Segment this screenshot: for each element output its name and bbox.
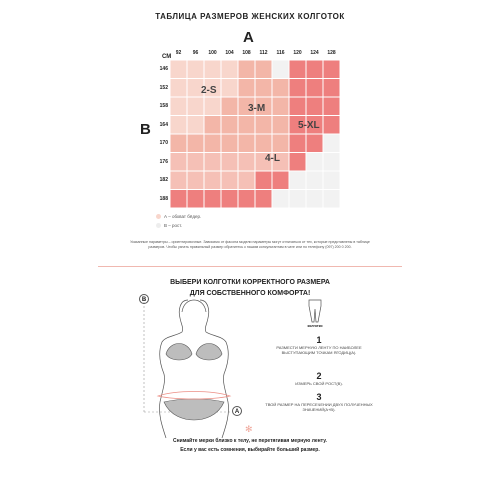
unit-label: СМ [162, 54, 172, 60]
zone-label-3m: 3-M [248, 103, 266, 114]
step-3-number: 3 [316, 392, 322, 402]
legend-b [156, 223, 182, 228]
grid-cell [323, 190, 340, 209]
measuring-tape [158, 392, 230, 400]
legend-a-text: А – обхват бёдер. [164, 214, 202, 219]
grid-cell [238, 134, 255, 153]
grid-cell [187, 60, 204, 79]
grid-cell [306, 153, 323, 172]
grid-cell [272, 116, 289, 135]
x-tick: 112 [259, 50, 268, 56]
x-tick: 128 [327, 50, 336, 56]
grid-cell [323, 134, 340, 153]
y-tick: 158 [159, 103, 168, 110]
grid-cell [255, 116, 272, 135]
x-tick: 120 [293, 50, 302, 56]
legend-a-dot [156, 214, 161, 219]
section2-title-line1: ВЫБЕРИ КОЛГОТКИ КОРРЕКТНОГО РАЗМЕРА [170, 279, 330, 286]
grid-cell [204, 97, 221, 116]
grid-cell [238, 171, 255, 190]
asterisk-icon: ✻ [245, 424, 253, 434]
grid-cell [306, 190, 323, 209]
grid-cell [289, 171, 306, 190]
grid-cell [323, 79, 340, 98]
grid-cell [170, 79, 187, 98]
disclaimer-text: Указанные параметры – ориентировочные. Зависимо от фасона модели параметры могут отличаться от тех, которые представлены в таблице размеров. Чтобы узнать правильный размер обратитесь к нашим консультантам в чате или по телефону (097) 200 0 200. [130, 240, 370, 249]
tights-label: колготки [307, 324, 323, 328]
grid-cell [255, 60, 272, 79]
bra-left-cup [166, 344, 192, 361]
y-tick: 164 [159, 121, 168, 128]
grid-cell [187, 97, 204, 116]
grid-cell [221, 190, 238, 209]
grid-cell [306, 134, 323, 153]
tights-icon [304, 298, 326, 324]
step-3-text: ТВОЙ РАЗМЕР НА ПЕРЕСЕЧЕНИИ ДВУХ ПОЛУЧЕННЫХ ЗНАЧЕНИЙ(А+В). [265, 402, 373, 412]
body-illustration [136, 292, 256, 440]
grid-cell [272, 60, 289, 79]
size-grid [170, 60, 340, 210]
section2-title-line2: ДЛЯ СОБСТВЕННОГО КОМФОРТА! [189, 290, 311, 297]
legend-b-text: В – рост. [164, 223, 183, 228]
grid-cell [170, 116, 187, 135]
grid-cell [204, 134, 221, 153]
step-1-text: РАЗМЕСТИ МЕРНУЮ ЛЕНТУ ПО НАИБОЛЕЕ ВЫСТУПАЮЩИМ ТОЧКАМ ЯГОДИЦ(А). [276, 345, 362, 355]
grid-cell [306, 60, 323, 79]
x-tick: 108 [242, 50, 251, 56]
y-tick: 188 [159, 195, 168, 202]
grid-cell [204, 116, 221, 135]
grid-cell [187, 134, 204, 153]
grid-cell [238, 116, 255, 135]
head-outline [182, 300, 206, 312]
axis-a-letter: A [243, 29, 254, 46]
bottom-note [0, 437, 500, 455]
grid-cell [289, 60, 306, 79]
grid-cell [323, 60, 340, 79]
grid-cell [272, 171, 289, 190]
grid-cell [204, 190, 221, 209]
bra-right-cup [196, 344, 222, 361]
grid-cell [170, 60, 187, 79]
grid-cell [221, 116, 238, 135]
grid-cell [221, 153, 238, 172]
grid-cell [306, 79, 323, 98]
grid-cell [204, 153, 221, 172]
grid-cell [221, 97, 238, 116]
x-tick: 100 [208, 50, 217, 56]
grid-cell [323, 97, 340, 116]
grid-cell [187, 116, 204, 135]
grid-cell [170, 134, 187, 153]
bottom-note-line1: Снимайте мерки близко к телу, не перетягивая мерную ленту. [173, 438, 327, 444]
grid-cell [255, 134, 272, 153]
grid-cell [272, 134, 289, 153]
step-2 [264, 371, 374, 386]
grid-cell [238, 60, 255, 79]
grid-cell [272, 190, 289, 209]
legend-b-dot [156, 223, 161, 228]
grid-cell [272, 97, 289, 116]
grid-cell [255, 79, 272, 98]
step-2-number: 2 [316, 371, 322, 381]
grid-cell [170, 153, 187, 172]
grid-cell [255, 171, 272, 190]
grid-cell [204, 60, 221, 79]
grid-cell [238, 79, 255, 98]
y-tick: 170 [159, 140, 168, 147]
y-tick: 152 [159, 84, 168, 91]
grid-cell [306, 97, 323, 116]
step-2-text: ИЗМЕРЬ СВОЙ РОСТ(В). [295, 381, 343, 386]
zone-label-5xl: 5-XL [298, 120, 320, 131]
x-tick: 124 [310, 50, 319, 56]
grid-cell [170, 97, 187, 116]
step-1 [264, 335, 374, 355]
step-3 [264, 392, 374, 412]
zone-label-2s: 2-S [201, 85, 217, 96]
page-title: ТАБЛИЦА РАЗМЕРОВ ЖЕНСКИХ КОЛГОТОК [155, 12, 345, 21]
grid-cell [221, 60, 238, 79]
grid-cell [289, 134, 306, 153]
grid-cell [323, 116, 340, 135]
grid-cell [255, 190, 272, 209]
legend-a [156, 214, 201, 219]
grid-cell [289, 190, 306, 209]
y-tick: 146 [159, 66, 168, 73]
grid-cell [289, 79, 306, 98]
grid-cell [221, 79, 238, 98]
grid-cell [289, 97, 306, 116]
grid-cell [170, 171, 187, 190]
zone-label-4l: 4-L [265, 153, 280, 164]
marker-a: A [232, 406, 242, 416]
x-tick: 104 [225, 50, 234, 56]
marker-b: B [139, 294, 149, 304]
step-1-number: 1 [316, 335, 322, 345]
bottom-note-line2: Если у вас есть сомнения, выбирайте больший размер. [180, 447, 320, 453]
grid-cell [323, 171, 340, 190]
grid-cell [306, 171, 323, 190]
grid-cell [204, 171, 221, 190]
panties [164, 399, 224, 420]
x-tick: 92 [175, 50, 182, 56]
axis-b-letter: B [140, 121, 151, 138]
grid-cell [238, 190, 255, 209]
grid-cell [289, 153, 306, 172]
grid-cell [187, 171, 204, 190]
grid-cell [272, 79, 289, 98]
grid-cell [221, 134, 238, 153]
grid-cell [323, 153, 340, 172]
grid-cell [238, 153, 255, 172]
x-tick: 96 [192, 50, 199, 56]
grid-cell [221, 171, 238, 190]
grid-cell [170, 190, 187, 209]
y-tick: 182 [159, 177, 168, 184]
x-tick: 116 [276, 50, 285, 56]
grid-cell [187, 153, 204, 172]
y-tick: 176 [159, 158, 168, 165]
grid-cell [187, 190, 204, 209]
section-divider [98, 266, 402, 267]
